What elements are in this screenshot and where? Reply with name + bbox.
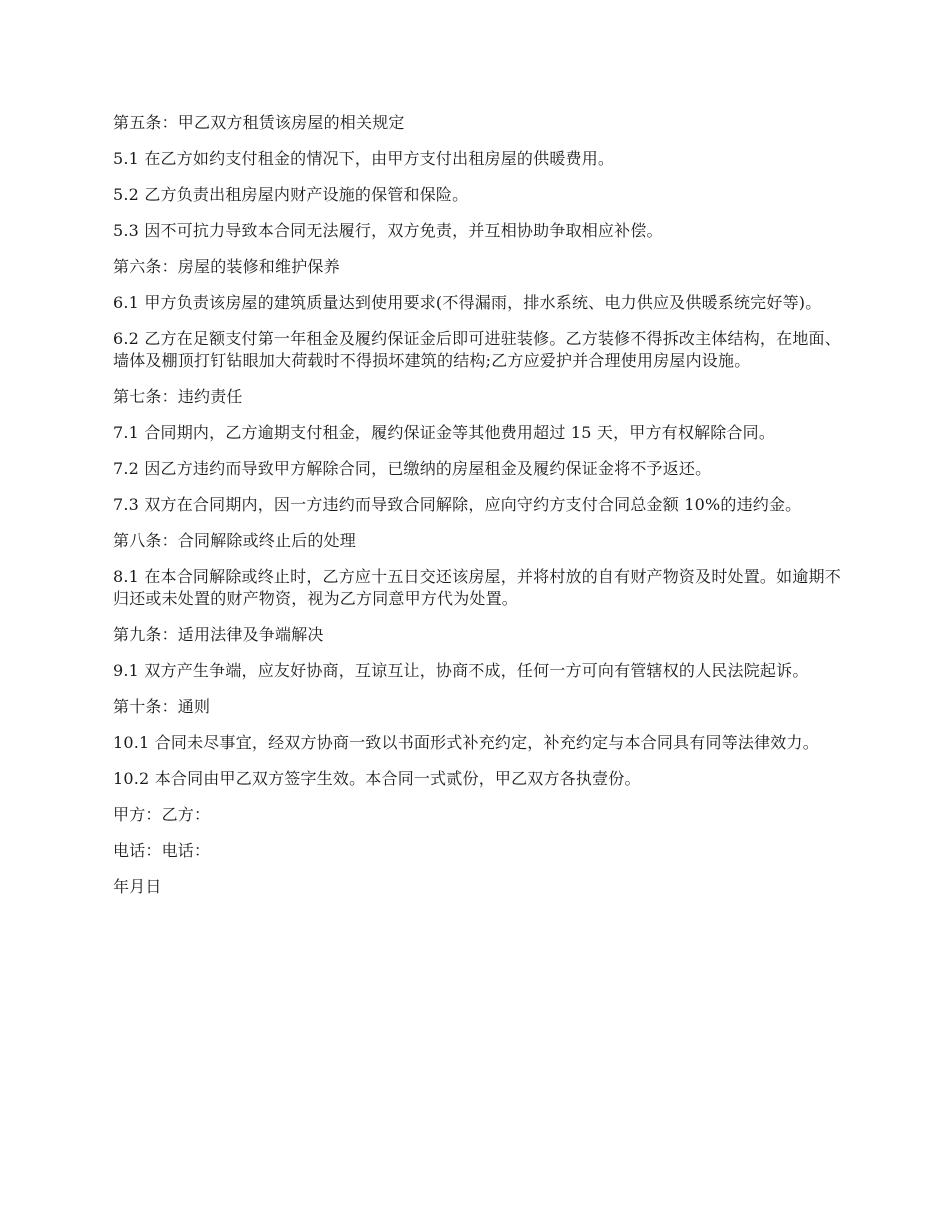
clause-10-2: 10.2 本合同由甲乙双方签字生效。本合同一式贰份，甲乙双方各执壹份。 xyxy=(113,769,641,788)
signature-date-line: 年月日 xyxy=(113,877,162,896)
clause-7-3: 7.3 双方在合同期内，因一方违约而导致合同解除，应向守约方支付合同总金额 10%的违约金。 xyxy=(113,495,802,514)
article-7-heading: 第七条：违约责任 xyxy=(113,387,243,406)
article-6-heading: 第六条：房屋的装修和维护保养 xyxy=(113,257,340,276)
article-9-heading: 第九条：适用法律及争端解决 xyxy=(113,625,324,644)
document-page xyxy=(113,112,843,912)
clause-6-1: 6.1 甲方负责该房屋的建筑质量达到使用要求(不得漏雨，排水系统、电力供应及供暖系统完好等)。 xyxy=(113,293,822,312)
clause-7-1: 7.1 合同期内，乙方逾期支付租金，履约保证金等其他费用超过 15 天，甲方有权解除合同。 xyxy=(113,423,776,442)
clause-10-1: 10.1 合同未尽事宜，经双方协商一致以书面形式补充约定，补充约定与本合同具有同等法律效力。 xyxy=(113,733,819,752)
article-10-heading: 第十条：通则 xyxy=(113,697,211,716)
signature-phone-line: 电话：电话： xyxy=(113,841,211,860)
signature-parties-line: 甲方：乙方： xyxy=(113,805,211,824)
clause-5-1: 5.1 在乙方如约支付租金的情况下，由甲方支付出租房屋的供暖费用。 xyxy=(113,149,615,168)
article-8-heading: 第八条：合同解除或终止后的处理 xyxy=(113,531,357,550)
clause-6-2: 6.2 乙方在足额支付第一年租金及履约保证金后即可进驻装修。乙方装修不得拆改主体结构，在地面、墙体及棚顶打钉钻眼加大荷载时不得损坏建筑的结构;乙方应爱护并合理使用房屋内设施。 xyxy=(113,329,841,370)
clause-8-1: 8.1 在本合同解除或终止时，乙方应十五日交还该房屋，并将村放的自有财产物资及时处置。如逾期不归还或未处置的财产物资，视为乙方同意甲方代为处置。 xyxy=(113,567,841,608)
article-5-heading: 第五条：甲乙双方租赁该房屋的相关规定 xyxy=(113,113,405,132)
clause-7-2: 7.2 因乙方违约而导致甲方解除合同，已缴纳的房屋租金及履约保证金将不予返还。 xyxy=(113,459,712,478)
clause-5-3: 5.3 因不可抗力导致本合同无法履行，双方免责，并互相协助争取相应补偿。 xyxy=(113,221,663,240)
clause-9-1: 9.1 双方产生争端，应友好协商，互谅互让，协商不成，任何一方可向有管辖权的人民法院起诉。 xyxy=(113,661,809,680)
clause-5-2: 5.2 乙方负责出租房屋内财产设施的保管和保险。 xyxy=(113,185,469,204)
